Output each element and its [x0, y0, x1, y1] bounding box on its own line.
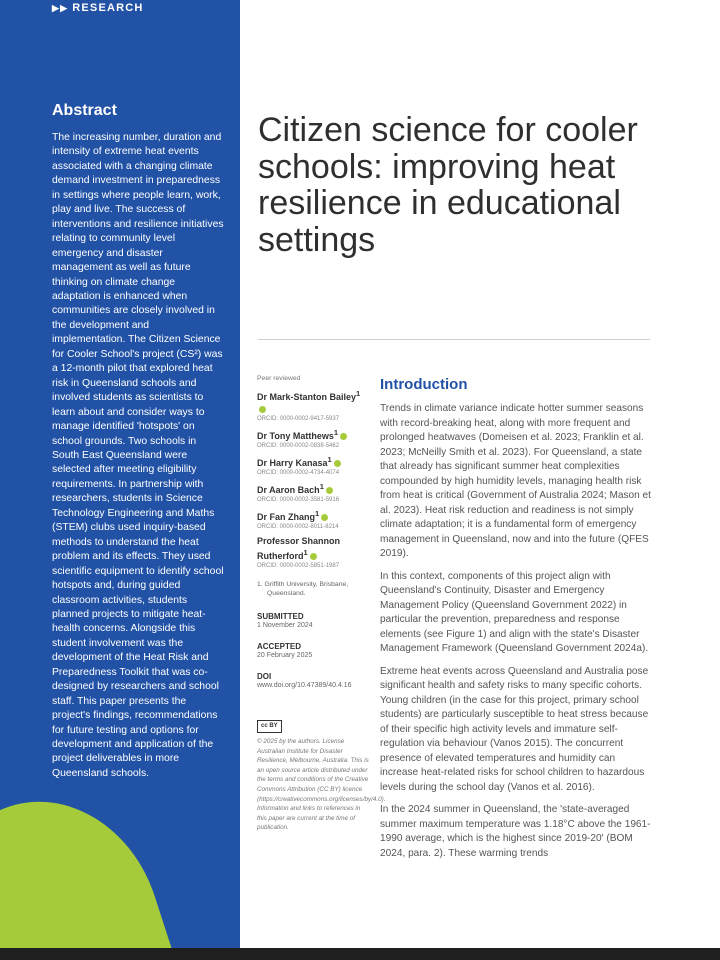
orcid-icon[interactable]	[334, 460, 341, 467]
author-name-text: Dr Tony Matthews	[257, 431, 334, 441]
author-affil-sup: 1	[303, 548, 308, 557]
doi-label: DOI	[257, 672, 272, 681]
accepted-label: ACCEPTED	[257, 642, 302, 651]
author-name	[257, 454, 369, 469]
author-name-text: Dr Mark-Stanton Bailey	[257, 392, 357, 402]
orcid-icon[interactable]	[326, 487, 333, 494]
orcid-icon[interactable]	[259, 406, 266, 413]
article-meta	[257, 374, 386, 833]
author-affil-sup: 1	[333, 428, 339, 437]
author-name	[257, 427, 369, 442]
affiliation: 1. Griffith University, Brisbane, Queensland.	[257, 581, 349, 597]
introduction-body	[380, 402, 652, 869]
author-orcid[interactable]: ORCID: 0000-0002-0838-5462	[257, 443, 340, 449]
submitted-label: SUBMITTED	[257, 612, 304, 621]
fast-forward-icon: ▶▶	[52, 3, 69, 13]
orcid-icon[interactable]	[340, 433, 347, 440]
author-orcid[interactable]: ORCID: 0000-0002-3581-5916	[257, 497, 340, 503]
author-name-text: Dr Aaron Bach	[257, 485, 320, 495]
abstract-heading: Abstract	[52, 102, 117, 119]
author-affil-sup: 1	[319, 482, 324, 491]
author-name-text: Dr Harry Kanasa	[257, 458, 328, 468]
author-affil-sup: 1	[327, 455, 332, 464]
body-paragraph: Extreme heat events across Queensland and Australia pose significant health and safety risks to many specific cohorts. Young children (in the case for this project, primary school students) are particularly susceptible to heat stress because of their specific high activity levels and immature self-regulation via behaviour (Vanos 2015). The concurrent presence of elevated temperatures and humidity can increase heat-related risks for school children to hazardous levels during the school day (Vanos et al. 2016).	[380, 665, 649, 793]
author-name	[257, 481, 369, 496]
abstract-text: The increasing number, duration and intensity of extreme heat events associated with a changing climate demand investment in preparedness in settings where people learn, work, play and live. The success of interventions and resilience initiatives relating to community level emergency and disaster management as well as future thinking on climate change adaptation is enhanced when communities are closely involved in the development and implementation. The Citizen Science for Cooler School's project (CS²) was a 12-month pilot that explored heat risk in Queensland schools and involved students as scientists to learn about and consider ways to manage identified 'hotspots' on school grounds. Two schools in South East Queensland were selected after meeting eligibility requirements. In partnership with researchers, students in Science Technology Engineering and Maths (STEM) clubs used inquiry-based methods to understand the heat problem and its effects. They used scientific equipment to identify school hotspots and, during guided classroom activities, students planned projects to mitigate heat-health concerns. Alongside this student involvement was the development of the Heat Risk and Preparedness Toolkit that was co-designed by researchers and school staff. This paper presents the project's findings, recommendations for future testing and options for development and application of the project deliverables in more Queensland schools.	[52, 132, 224, 779]
orcid-icon[interactable]	[310, 553, 317, 560]
author-name	[257, 388, 369, 415]
decorative-blob	[0, 772, 195, 948]
title-divider	[258, 339, 650, 340]
license-text: © 2025 by the authors. License Australian Institute for Disaster Resilience, Melbourne, Australia. This is an open source article distributed under the terms and conditions of the Creative Commons Attribution (CC BY) licence (https://creativecommons.org/licenses/by/4.0). Information and links to references in this paper are current at the time of publication.	[257, 738, 386, 832]
author-orcid[interactable]: ORCID: 0000-0002-4734-4074	[257, 470, 340, 476]
author-name	[257, 535, 369, 562]
author-name	[257, 508, 369, 523]
author-orcid[interactable]: ORCID: 0000-0002-9417-5937	[257, 416, 340, 422]
body-paragraph: In this context, components of this project align with Queensland's Continuity, Disaster and Emergency Management Policy (Queensland Government 2022) in particular the prevention, preparedness and response elements (see Figure 1) and align with the state's Disaster Management Framework (Queensland Government 2024a).	[380, 570, 649, 654]
author-orcid[interactable]: ORCID: 0000-0002-8011-8214	[257, 524, 339, 530]
doi-link[interactable]: www.doi.org/10.47389/40.4.16	[257, 682, 352, 689]
author-name-text: Dr Fan Zhang	[257, 512, 315, 522]
page-footer-bar	[0, 948, 720, 960]
author-affil-sup: 1	[356, 389, 361, 398]
body-paragraph: Trends in climate variance indicate hotter summer seasons with record-breaking heat, along with more frequent and prolonged heatwaves (Domeisen et al. 2023; Franklin et al. 2023; McNeilly Smith et al. 2023). For Queensland, a state that already has significant summer heat complexities compounded by high humidity levels, managing health risk from heat is critical (Government of Australia 2024; Mason et al. 2023). Heat risk reduction and readiness is not simply climate adaptation; it is a fundamental form of emergency management in Queensland, now and into the future (QFES 2019).	[380, 403, 651, 559]
accepted-date: 20 February 2025	[257, 652, 313, 659]
article-title: Citizen science for cooler schools: improving heat resilience in educational settings	[258, 111, 638, 259]
author-name-text: Professor Shannon Rutherford	[257, 536, 341, 561]
orcid-icon[interactable]	[321, 514, 328, 521]
author-orcid[interactable]: ORCID: 0000-0002-5851-1987	[257, 563, 340, 569]
author-affil-sup: 1	[315, 509, 320, 518]
introduction-heading: Introduction	[380, 376, 468, 393]
cc-license-badge[interactable]: cc BY	[257, 720, 282, 733]
section-tag	[52, 2, 144, 14]
body-paragraph: In the 2024 summer in Queensland, the 'state-averaged summer maximum temperature was 1.18°C above the 1961-1990 average, which is the highest since 2019-20' (BOM 2024, para. 2). These warming trends	[380, 804, 651, 859]
section-tag-label: RESEARCH	[72, 2, 144, 14]
sidebar	[0, 0, 240, 948]
submitted-date: 1 November 2024	[257, 622, 313, 629]
peer-reviewed-label: Peer reviewed	[257, 375, 301, 382]
